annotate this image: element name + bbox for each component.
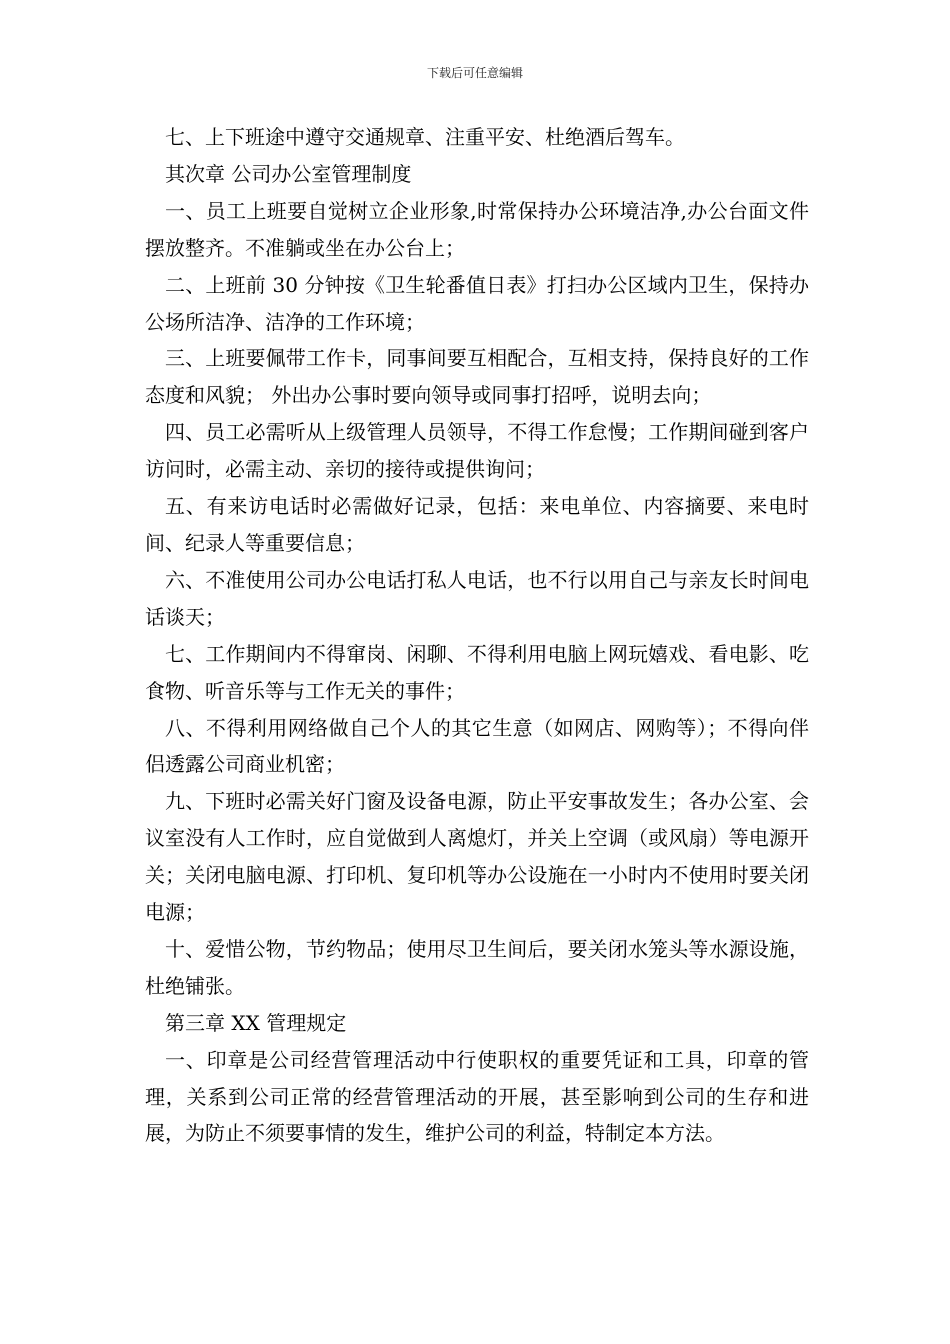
- paragraph-rule-2: 二、上班前 30 分钟按《卫生轮番值日表》打扫办公区域内卫生，保持办公场所洁净、洁净的工作环境；: [145, 272, 809, 334]
- paragraph-rule-7: 七、工作期间内不得窜岗、闲聊、不得利用电脑上网玩嬉戏、看电影、吃食物、听音乐等与工作无关的事件；: [145, 641, 809, 703]
- paragraph-rule-3: 三、上班要佩带工作卡，同事间要互相配合，互相支持，保持良好的工作态度和风貌； 外出办公事时要向领导或同事打招呼，说明去向；: [145, 346, 809, 408]
- paragraph-rule-6: 六、不准使用公司办公电话打私人电话，也不行以用自己与亲友长时间电话谈天；: [145, 567, 809, 629]
- paragraph-rule-10: 十、爱惜公物，节约物品；使用尽卫生间后，要关闭水笼头等水源设施，杜绝铺张。: [145, 936, 809, 998]
- document-body: [145, 119, 809, 1152]
- paragraph-rule-5: 五、有来访电话时必需做好记录，包括：来电单位、内容摘要、来电时间、纪录人等重要信息；: [145, 494, 809, 555]
- paragraph-rule-4: 四、员工必需听从上级管理人员领导，不得工作怠慢；工作期间碰到客户访问时，必需主动、亲切的接待或提供询问；: [145, 420, 809, 482]
- page-header: 下载后可任意编辑: [426, 66, 523, 80]
- paragraph-seal-rule-1: 一、印章是公司经营管理活动中行使职权的重要凭证和工具，印章的管理，关系到公司正常的经营管理活动的开展，甚至影响到公司的生存和进展，为防止不须要事情的发生，维护公司的利益，特制定本方法。: [145, 1047, 809, 1146]
- paragraph-rule-9: 九、下班时必需关好门窗及设备电源，防止平安事故发生；各办公室、会议室没有人工作时，应自觉做到人离熄灯，并关上空调（或风扇）等电源开关；关闭电脑电源、打印机、复印机等办公设施在一小时内不使用时要关闭电源；: [145, 789, 809, 925]
- paragraph-commute-safety: 七、上下班途中遵守交通规章、注重平安、杜绝酒后驾车。: [165, 125, 685, 149]
- chapter-heading-seal-management: 第三章 XX 管理规定: [165, 1010, 347, 1035]
- paragraph-rule-8: 八、不得利用网络做自己个人的其它生意（如网店、网购等）；不得向伴侣透露公司商业机密；: [145, 715, 809, 777]
- paragraph-rule-1: 一、员工上班要自觉树立企业形象,时常保持办公环境洁净,办公台面文件摆放整齐。不准躺或坐在办公台上；: [145, 198, 809, 260]
- chapter-heading-office-management: 其次章 公司办公室管理制度: [165, 161, 412, 186]
